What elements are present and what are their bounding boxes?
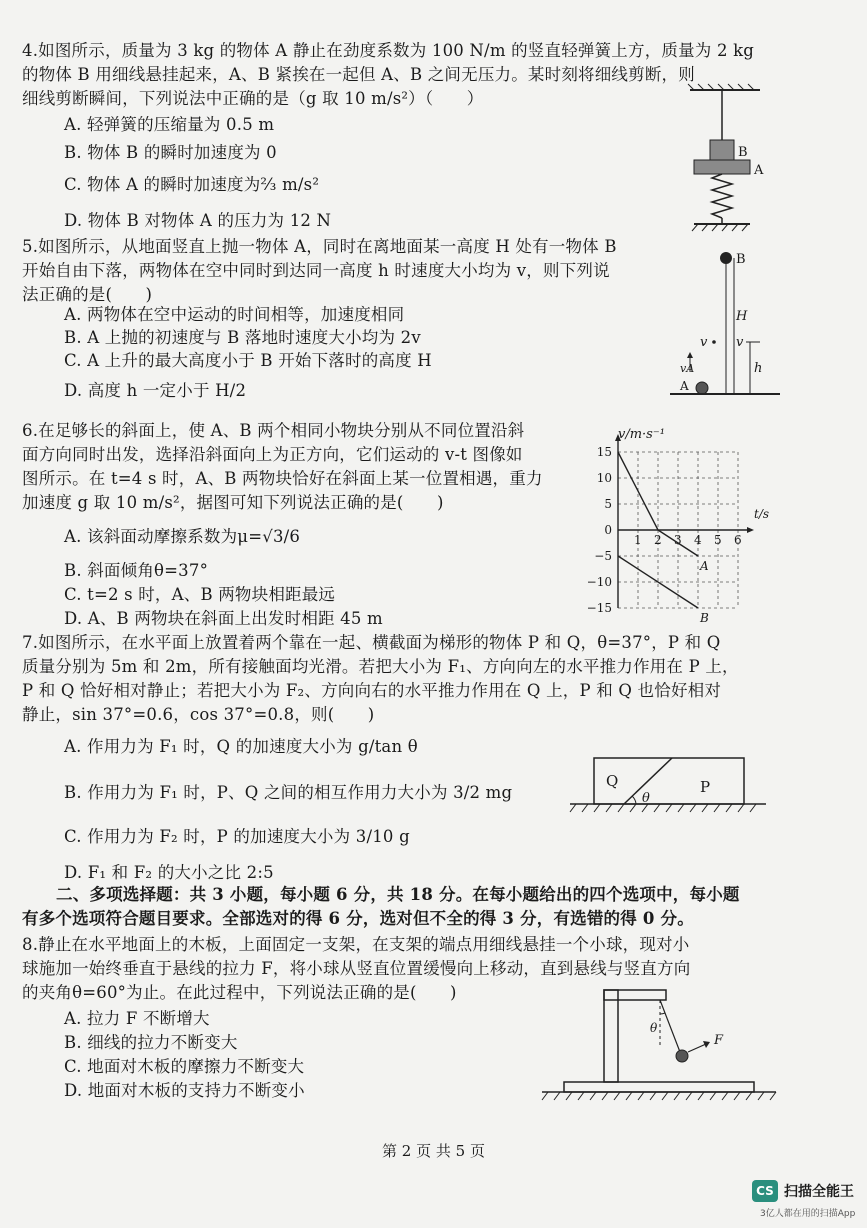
vt-x-tick-label: 3 — [674, 533, 682, 547]
q7-stem-line2: 质量分别为 5m 和 2m，所有接触面均光滑。若把大小为 F₁、方向向左的水平推力作用在 P 上， — [22, 657, 739, 676]
q5-stem-line3: 法正确的是( ) — [22, 285, 153, 304]
q4-stem-line1: 4.如图所示，质量为 3 kg 的物体 A 静止在劲度系数为 100 N/m 的竖直轻弹簧上方，质量为 2 kg — [22, 41, 755, 60]
q6-stem-line4: 加速度 g 取 10 m/s²，据图可知下列说法正确的是( ) — [22, 493, 444, 512]
q8-stem-line2: 球施加一始终垂直于悬线的拉力 F，将小球从竖直位置缓慢向上移动，直到悬线与竖直方向 — [22, 959, 691, 978]
q4-spring-figure — [680, 84, 770, 234]
q7-stem-line3: P 和 Q 恰好相对静止；若把大小为 F₂、方向向右的水平推力作用在 Q 上，P 和 Q 也恰好相对 — [22, 681, 722, 700]
q7-option-d: D. F₁ 和 F₂ 的大小之比 2:5 — [64, 863, 274, 882]
q4-option-c: C. 物体 A 的瞬时加速度为⅔ m/s² — [64, 175, 320, 194]
q6-stem-line3: 图所示。在 t=4 s 时，A、B 两物块恰好在斜面上某一位置相遇，重力 — [22, 469, 543, 488]
q6-option-c: C. t=2 s 时，A、B 两物块相距最远 — [64, 585, 336, 604]
q7-fig-label-q: Q — [606, 772, 619, 790]
vt-x-tick-label: 4 — [694, 533, 702, 547]
scanner-app-name: 扫描全能王 — [784, 1184, 854, 1200]
q7-stem-line1: 7.如图所示，在水平面上放置着两个靠在一起、横截面为梯形的物体 P 和 Q，θ=37°，P 和 Q — [22, 633, 721, 652]
vt-y-tick-label: 0 — [604, 523, 612, 537]
q5-option-c: C. A 上升的最大高度小于 B 开始下落时的高度 H — [64, 351, 432, 370]
q6-option-a: A. 该斜面动摩擦系数为μ=√3/6 — [64, 527, 301, 546]
q5-option-d: D. 高度 h 一定小于 H/2 — [64, 381, 247, 400]
q8-option-c: C. 地面对木板的摩擦力不断变大 — [64, 1057, 305, 1076]
vt-y-tick-label: −10 — [586, 575, 612, 589]
q4-fig-label-b: B — [738, 145, 748, 160]
scanner-logo-icon: CS — [752, 1180, 778, 1202]
q6-stem-line2: 面方向同时出发，选择沿斜面向上为正方向，它们运动的 v-t 图像如 — [22, 445, 523, 464]
q5-stem-line2: 开始自由下落，两物体在空中同时到达同一高度 h 时速度大小均为 v，则下列说 — [22, 261, 610, 280]
q5-fig-label-A: A — [680, 379, 689, 393]
q4-fig-label-a: A — [754, 163, 764, 178]
q8-option-d: D. 地面对木板的支持力不断变小 — [64, 1081, 305, 1100]
vt-y-tick-label: 10 — [596, 471, 612, 485]
q4-stem-line3: 细线剪断瞬间，下列说法中正确的是（g 取 10 m/s²）（ ） — [22, 89, 484, 108]
q5-option-a: A. 两物体在空中运动的时间相等，加速度相同 — [64, 305, 405, 324]
q5-fig-label-h: h — [754, 361, 763, 376]
vt-y-tick-label: 5 — [604, 497, 612, 511]
vt-x-tick-label: 6 — [734, 533, 742, 547]
vt-x-tick-label: 1 — [634, 533, 642, 547]
q7-trapezoid-figure — [568, 756, 768, 816]
q7-option-b: B. 作用力为 F₁ 时，P、Q 之间的相互作用力大小为 3/2 mg — [64, 783, 513, 802]
q7-option-c: C. 作用力为 F₂ 时，P 的加速度大小为 3/10 g — [64, 827, 410, 846]
vt-y-axis-label: v/m·s⁻¹ — [618, 427, 665, 442]
vt-series-label-a: A — [700, 559, 709, 573]
q8-fig-label-f: F — [714, 1033, 724, 1048]
q5-option-b: B. A 上抛的初速度与 B 落地时速度大小均为 2v — [64, 328, 421, 347]
q4-option-b: B. 物体 B 的瞬时加速度为 0 — [64, 143, 277, 162]
vt-x-tick-label: 2 — [654, 533, 662, 547]
q5-fig-label-v-right: v — [736, 335, 744, 350]
q4-option-a: A. 轻弹簧的压缩量为 0.5 m — [64, 115, 275, 134]
q5-free-fall-figure — [670, 244, 790, 404]
section2-heading-line2: 有多个选项符合题目要求。全部选对的得 6 分，选对但不全的得 3 分，有选错的得 0 分。 — [22, 909, 694, 928]
q6-vt-chart — [586, 424, 778, 625]
q8-fig-label-theta: θ — [650, 1021, 658, 1035]
q7-fig-label-theta: θ — [642, 791, 650, 806]
q7-stem-line4: 静止，sin 37°=0.6，cos 37°=0.8，则( ) — [22, 705, 375, 724]
q4-option-d: D. 物体 B 对物体 A 的压力为 12 N — [64, 211, 332, 230]
q5-fig-label-b: B — [736, 252, 746, 267]
vt-series-label-b: B — [700, 611, 709, 625]
q5-fig-label-v-left: v — [700, 335, 708, 350]
vt-y-tick-label: −5 — [594, 549, 612, 563]
page-number: 第 2 页 共 5 页 — [382, 1142, 485, 1160]
q7-fig-label-p: P — [700, 778, 711, 796]
vt-x-axis-arrow — [747, 527, 754, 533]
vt-y-tick-label: 15 — [596, 445, 612, 459]
q8-pendulum-figure — [540, 980, 780, 1110]
q5-fig-label-H: H — [736, 309, 748, 324]
q8-stem-line3: 的夹角θ=60°为止。在此过程中，下列说法正确的是( ) — [22, 983, 457, 1002]
q6-option-d: D. A、B 两物块在斜面上出发时相距 45 m — [64, 609, 383, 628]
q6-option-b: B. 斜面倾角θ=37° — [64, 561, 209, 580]
q6-stem-line1: 6.在足够长的斜面上，使 A、B 两个相同小物块分别从不同位置沿斜 — [22, 421, 525, 440]
section2-heading-line1: 二、多项选择题：共 3 小题，每小题 6 分，共 18 分。在每小题给出的四个选项中，每小题 — [56, 885, 740, 904]
q7-option-a: A. 作用力为 F₁ 时，Q 的加速度大小为 g/tan θ — [64, 737, 418, 756]
q8-option-b: B. 细线的拉力不断变大 — [64, 1033, 238, 1052]
q8-stem-line1: 8.静止在水平地面上的木板，上面固定一支架，在支架的端点用细线悬挂一个小球，现对小 — [22, 935, 690, 954]
scanner-tagline: 3亿人都在用的扫描App — [760, 1209, 856, 1219]
q5-fig-label-vA: vA — [680, 362, 695, 375]
q4-stem-line2: 的物体 B 用细线悬挂起来，A、B 紧挨在一起但 A、B 之间无压力。某时刻将细线剪断，则 — [22, 65, 695, 84]
q8-option-a: A. 拉力 F 不断增大 — [64, 1009, 210, 1028]
vt-x-axis-label: t/s — [754, 507, 770, 521]
q5-stem-line1: 5.如图所示，从地面竖直上抛一物体 A，同时在离地面某一高度 H 处有一物体 B — [22, 237, 617, 256]
vt-y-tick-label: −15 — [586, 601, 612, 615]
vt-x-tick-label: 5 — [714, 533, 722, 547]
scanner-watermark — [752, 1180, 854, 1202]
